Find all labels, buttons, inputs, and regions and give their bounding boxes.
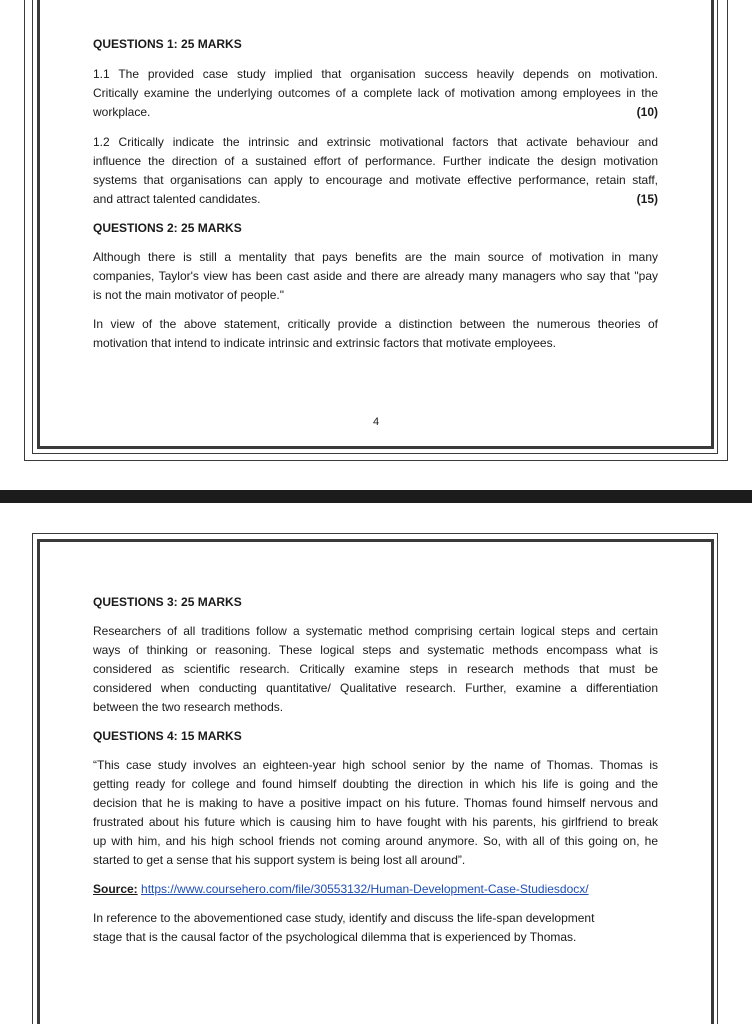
q3-line: considered as scientific research. Critically examine steps in research methods that must be: [93, 662, 658, 676]
source-line: [93, 880, 658, 899]
q2-line: Although there is still a mentality that pays benefits are the main source of motivation in many: [93, 250, 658, 264]
q4-task-line: In reference to the abovementioned case study, identify and discuss the life-span development: [93, 911, 595, 925]
source-link[interactable]: https://www.coursehero.com/file/30553132/Human-Development-Case-Studiesdocx/: [141, 882, 589, 896]
page-separator: [0, 490, 752, 503]
frame-line: [717, 0, 718, 453]
q2-line: companies, Taylor's view has been cast aside and there are already many managers who say that "pay: [93, 269, 658, 283]
q2-line: is not the main motivator of people.": [93, 288, 285, 302]
q4-quote-line: started to get a sense that his support system is being lost all around”.: [93, 853, 466, 867]
frame-line: [711, 0, 714, 446]
question-2-para-1: [93, 248, 658, 305]
frame-line: [717, 533, 718, 1024]
question-4-quote: [93, 756, 658, 870]
frame-line: [32, 533, 718, 534]
q4-task-line: stage that is the causal factor of the psychological dilemma that is experienced by Thomas.: [93, 930, 577, 944]
question-3-heading: QUESTIONS 3: 25 MARKS: [93, 595, 242, 609]
document-page-top: [0, 0, 752, 490]
q3-line: considered when conducting quantitative/ Qualitative research. Further, examine a differentiation: [93, 681, 658, 695]
q1-2-last-row: [93, 190, 658, 209]
frame-line: [32, 0, 33, 453]
q1-1-line: workplace.: [93, 105, 151, 119]
q4-quote-line: “This case study involves an eighteen-year high school senior by the name of Thomas. Thomas is: [93, 758, 658, 772]
frame-line: [37, 539, 714, 542]
frame-line: [37, 539, 40, 1024]
q1-1-marks: (10): [636, 105, 658, 119]
frame-line: [32, 533, 33, 1024]
frame-line: [24, 460, 728, 461]
source-label: Source:: [93, 882, 138, 896]
q2-line: motivation that intend to indicate intrinsic and extrinsic factors that motivate employees.: [93, 336, 556, 350]
q4-quote-line: decision that he is making to have a positive impact on his future. Thomas found himself nervous and: [93, 796, 658, 810]
question-4-heading: QUESTIONS 4: 15 MARKS: [93, 729, 242, 743]
q3-line: between the two research methods.: [93, 700, 284, 714]
page-bottom-content: [93, 593, 658, 947]
q4-quote-line: frustrated about his future which is causing him to have fought with his parents, his girlfriend to break: [93, 815, 658, 829]
q3-line: Researchers of all traditions follow a systematic method comprising certain logical steps and certain: [93, 624, 658, 638]
q4-quote-line: getting ready for college and found himself doubting the direction in which his life is going and the: [93, 777, 658, 791]
frame-line: [37, 0, 40, 446]
q1-1-line: Critically examine the underlying outcomes of a complete lack of motivation among employees in the: [93, 86, 658, 100]
q1-1-line: 1.1 The provided case study implied that organisation success heavily depends on motivation.: [93, 67, 658, 81]
q3-line: ways of thinking or reasoning. These logical steps and systematic methods encompass what is: [93, 643, 658, 657]
question-2-heading: QUESTIONS 2: 25 MARKS: [93, 221, 242, 235]
frame-line: [24, 0, 25, 460]
page-top-content: [93, 35, 658, 353]
q1-2-line: influence the direction of a sustained effort of performance. Further indicate the design motivation: [93, 154, 658, 168]
q1-2-line: 1.2 Critically indicate the intrinsic and extrinsic motivational factors that activate behaviour and: [93, 135, 658, 149]
question-2-para-2: [93, 315, 658, 353]
frame-line: [37, 446, 714, 449]
question-1-heading: QUESTIONS 1: 25 MARKS: [93, 37, 242, 51]
document-page-bottom: [0, 503, 752, 1024]
frame-line: [727, 0, 728, 460]
q1-2-line: and attract talented candidates.: [93, 192, 261, 206]
frame-line: [32, 453, 718, 454]
page-number: 4: [372, 416, 380, 428]
frame-line: [711, 539, 714, 1024]
question-1-2: [93, 133, 658, 209]
question-4-task: [93, 909, 658, 947]
q2-line: In view of the above statement, critically provide a distinction between the numerous theories of: [93, 317, 658, 331]
q1-2-marks: (15): [636, 192, 658, 206]
q1-1-last-row: [93, 103, 658, 122]
question-1-1: [93, 65, 658, 122]
q1-2-line: systems that organisations can apply to encourage and motivate effective performance, retain staff,: [93, 173, 658, 187]
question-3-body: [93, 622, 658, 717]
q4-quote-line: up with him, and his high school friends not coming around anymore. So, with all of this going on, he: [93, 834, 658, 848]
